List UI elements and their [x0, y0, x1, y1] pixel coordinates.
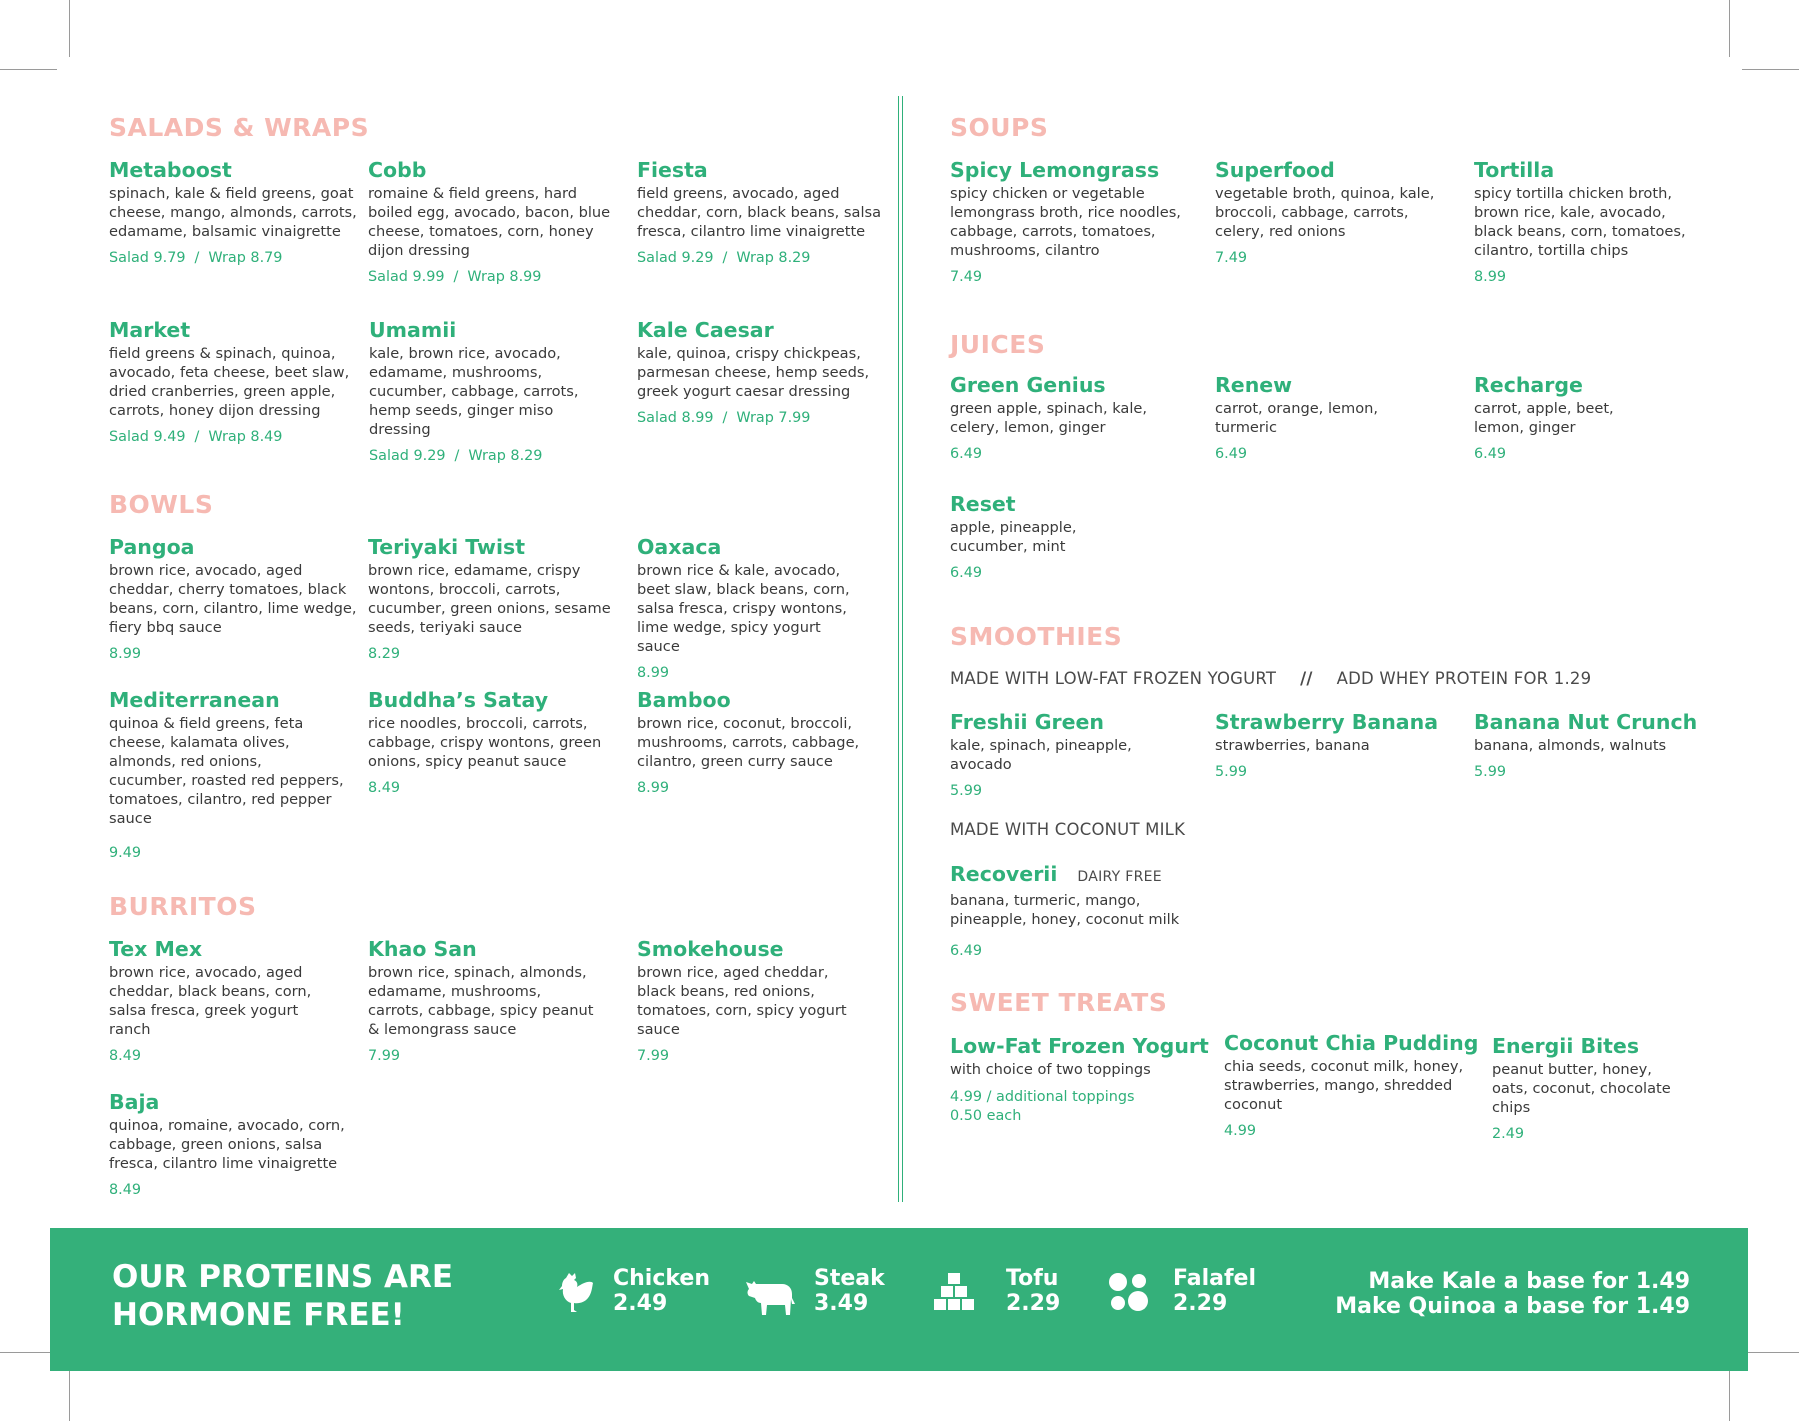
item-price — [369, 448, 619, 464]
item-name: Tortilla — [1474, 158, 1555, 182]
section-title-smoothies: SMOOTHIES — [950, 622, 1123, 651]
menu-item — [109, 535, 364, 662]
protein-name: Tofu — [1006, 1266, 1059, 1291]
item-description: peanut butter, honey, oats, coconut, chocolate chips — [1492, 1061, 1671, 1116]
item-name: Metaboost — [109, 158, 232, 182]
item-description: romaine & field greens, hard boiled egg, avocado, bacon, blue cheese, tomatoes, corn, honey dijon dressing — [368, 185, 611, 259]
item-name: Low-Fat Frozen Yogurt — [950, 1034, 1209, 1058]
item-name: Market — [109, 318, 191, 342]
item-price — [109, 250, 364, 266]
menu-item — [637, 158, 892, 266]
crop-mark — [1729, 0, 1730, 57]
item-name: Reset — [950, 492, 1016, 516]
item-price: 4.99 / additional toppings 0.50 each — [950, 1089, 1135, 1124]
item-description: brown rice, aged cheddar, black beans, red onions, tomatoes, corn, spicy yogurt sauce — [637, 964, 847, 1038]
note-separator: // — [1300, 669, 1313, 688]
banner-title: OUR PROTEINS ARE HORMONE FREE! — [112, 1259, 454, 1333]
item-price — [368, 269, 623, 285]
menu-item — [1215, 373, 1390, 462]
section-title-salads: SALADS & WRAPS — [109, 113, 370, 142]
item-name: Mediterranean — [109, 688, 280, 712]
price-separator: / — [454, 448, 460, 464]
menu-item — [950, 492, 1100, 581]
salad-price: Salad 8.99 — [637, 410, 714, 426]
menu-item — [109, 1090, 364, 1198]
coconut-milk-note: MADE WITH COCONUT MILK — [950, 820, 1186, 839]
item-name: Cobb — [368, 158, 427, 182]
crop-mark — [0, 1352, 57, 1353]
menu-item — [368, 158, 623, 285]
item-price: 8.29 — [368, 646, 401, 662]
dairy-free-badge: DAIRY FREE — [1077, 869, 1162, 885]
menu-item — [637, 535, 867, 681]
price-separator: / — [194, 250, 200, 266]
menu-item — [950, 862, 1190, 959]
item-price: 8.49 — [109, 1182, 142, 1198]
menu-item — [369, 318, 619, 464]
menu-item — [109, 937, 334, 1064]
section-title-soups: SOUPS — [950, 113, 1049, 142]
protein-name: Chicken — [613, 1266, 711, 1291]
item-name: Umamii — [369, 318, 457, 342]
item-price: 5.99 — [1215, 764, 1248, 780]
item-price: 9.49 — [109, 845, 142, 861]
item-description: brown rice, avocado, aged cheddar, cherry tomatoes, black beans, corn, cilantro, lime wedge, fiery bbq sauce — [109, 562, 357, 636]
item-description: apple, pineapple, cucumber, mint — [950, 519, 1077, 555]
item-price: 6.49 — [950, 446, 983, 462]
item-name: Tex Mex — [109, 937, 203, 961]
item-description: spicy tortilla chicken broth, brown rice, kale, avocado, black beans, corn, tomatoes, cilantro, tortilla chips — [1474, 185, 1686, 259]
item-description: brown rice, edamame, crispy wontons, broccoli, carrots, cucumber, green onions, sesame seeds, teriyaki sauce — [368, 562, 611, 636]
item-name: Pangoa — [109, 535, 195, 559]
item-price: 7.49 — [1215, 250, 1248, 266]
item-name-text: Recoverii — [950, 862, 1058, 886]
item-description: quinoa, romaine, avocado, corn, cabbage, green onions, salsa fresca, cilantro lime vinaigrette — [109, 1117, 345, 1172]
falafel-balls-icon — [1108, 1270, 1152, 1318]
item-description: spinach, kale & field greens, goat cheese, mango, almonds, carrots, edamame, balsamic vinaigrette — [109, 185, 357, 240]
item-price: 7.99 — [637, 1048, 670, 1064]
item-description: quinoa & field greens, feta cheese, kalamata olives, almonds, red onions, cucumber, roasted red peppers, tomatoes, cilantro, red pepper sauce — [109, 715, 344, 827]
menu-item — [950, 1034, 1209, 1126]
salad-price: Salad 9.29 — [637, 250, 714, 266]
menu-item — [950, 710, 1150, 799]
menu-item — [950, 373, 1165, 462]
item-price: 5.99 — [1474, 764, 1507, 780]
item-name: Recharge — [1474, 373, 1583, 397]
protein-banner — [50, 1228, 1748, 1371]
item-name: Banana Nut Crunch — [1474, 710, 1698, 734]
tofu-cubes-icon — [932, 1272, 976, 1316]
item-name: Spicy Lemongrass — [950, 158, 1160, 182]
protein-price: 2.29 — [1173, 1291, 1228, 1316]
item-name: Fiesta — [637, 158, 708, 182]
section-title-burritos: BURRITOS — [109, 892, 257, 921]
menu-item — [1224, 1031, 1479, 1139]
salad-price: Salad 9.49 — [109, 429, 186, 445]
crop-mark — [1742, 69, 1799, 70]
item-name: Energii Bites — [1492, 1034, 1640, 1058]
price-separator: / — [453, 269, 459, 285]
salad-price: Salad 9.79 — [109, 250, 186, 266]
item-price: 4.99 — [1224, 1123, 1257, 1139]
wrap-price: Wrap 8.79 — [208, 250, 283, 266]
smoothie-note — [950, 669, 1591, 688]
item-price: 6.49 — [1215, 446, 1248, 462]
item-description: strawberries, banana — [1215, 737, 1370, 754]
item-price: 2.49 — [1492, 1126, 1525, 1142]
item-name — [950, 862, 1190, 890]
menu-item — [950, 158, 1205, 285]
item-name: Buddha’s Satay — [368, 688, 549, 712]
item-description: field greens, avocado, aged cheddar, corn, black beans, salsa fresca, cilantro lime vinaigrette — [637, 185, 882, 240]
item-description: kale, quinoa, crispy chickpeas, parmesan cheese, hemp seeds, greek yogurt caesar dressing — [637, 345, 870, 400]
item-description: rice noodles, broccoli, carrots, cabbage, crispy wontons, green onions, spicy peanut sauce — [368, 715, 602, 770]
menu-item — [1474, 373, 1634, 462]
wrap-price: Wrap 8.49 — [208, 429, 283, 445]
section-title-juices: JUICES — [950, 330, 1046, 359]
item-description: kale, spinach, pineapple, avocado — [950, 737, 1132, 773]
item-description: brown rice, spinach, almonds, edamame, mushrooms, carrots, cabbage, spicy peanut & lemongrass sauce — [368, 964, 594, 1038]
item-name: Bamboo — [637, 688, 731, 712]
price-separator: / — [722, 410, 728, 426]
item-description: brown rice & kale, avocado, beet slaw, black beans, corn, salsa fresca, crispy wontons, lime wedge, spicy yogurt sauce — [637, 562, 850, 655]
item-name: Renew — [1215, 373, 1293, 397]
crop-mark — [69, 0, 70, 57]
salad-price: Salad 9.29 — [369, 448, 446, 464]
wrap-price: Wrap 7.99 — [736, 410, 811, 426]
protein-price: 2.49 — [613, 1291, 668, 1316]
item-name: Teriyaki Twist — [368, 535, 525, 559]
item-description: spicy chicken or vegetable lemongrass broth, rice noodles, cabbage, carrots, tomatoes, mushrooms, cilantro — [950, 185, 1181, 259]
item-price: 8.99 — [637, 665, 670, 681]
item-name: Green Genius — [950, 373, 1106, 397]
item-name: Baja — [109, 1090, 160, 1114]
item-name: Oaxaca — [637, 535, 722, 559]
crop-mark — [1742, 1352, 1799, 1353]
item-description: with choice of two toppings — [950, 1061, 1151, 1078]
item-description: carrot, apple, beet, lemon, ginger — [1474, 400, 1614, 436]
item-price: 8.99 — [109, 646, 142, 662]
item-price — [637, 250, 892, 266]
item-price: 7.99 — [368, 1048, 401, 1064]
salad-price: Salad 9.99 — [368, 269, 445, 285]
item-price — [109, 429, 364, 445]
item-description: banana, almonds, walnuts — [1474, 737, 1667, 754]
item-description: chia seeds, coconut milk, honey, strawberries, mango, shredded coconut — [1224, 1058, 1464, 1113]
menu-item — [1474, 710, 1729, 780]
item-name: Kale Caesar — [637, 318, 774, 342]
item-price — [637, 410, 892, 426]
item-price: 8.49 — [368, 780, 401, 796]
item-description: brown rice, coconut, broccoli, mushrooms, carrots, cabbage, cilantro, green curry sauce — [637, 715, 860, 770]
wrap-price: Wrap 8.29 — [468, 448, 543, 464]
menu-item — [1492, 1034, 1692, 1142]
wrap-price: Wrap 8.99 — [467, 269, 542, 285]
kale-base-note: Make Kale a base for 1.49 — [1368, 1269, 1690, 1294]
menu-item — [637, 937, 862, 1064]
item-price: 8.99 — [1474, 269, 1507, 285]
item-description: vegetable broth, quinoa, kale, broccoli, cabbage, carrots, celery, red onions — [1215, 185, 1435, 240]
item-description: field greens & spinach, quinoa, avocado, feta cheese, beet slaw, dried cranberries, green apple, carrots, honey dijon dressing — [109, 345, 350, 419]
protein-price: 3.49 — [814, 1291, 869, 1316]
quinoa-base-note: Make Quinoa a base for 1.49 — [1335, 1294, 1690, 1319]
protein-price: 2.29 — [1006, 1291, 1061, 1316]
item-name: Freshii Green — [950, 710, 1105, 734]
item-name: Superfood — [1215, 158, 1335, 182]
menu-item — [109, 688, 344, 861]
menu-item — [637, 688, 867, 796]
item-price: 5.99 — [950, 783, 983, 799]
menu-item — [368, 535, 623, 662]
item-description: green apple, spinach, kale, celery, lemon, ginger — [950, 400, 1148, 436]
price-separator: / — [722, 250, 728, 266]
crop-mark — [0, 69, 57, 70]
item-name: Strawberry Banana — [1215, 710, 1439, 734]
protein-name: Falafel — [1173, 1266, 1257, 1291]
item-price: 6.49 — [950, 943, 983, 959]
item-description: kale, brown rice, avocado, edamame, mushrooms, cucumber, cabbage, carrots, hemp seeds, ginger miso dressing — [369, 345, 579, 438]
item-description: banana, turmeric, mango, pineapple, honey, coconut milk — [950, 892, 1180, 928]
price-separator: / — [194, 429, 200, 445]
protein-name: Steak — [814, 1266, 885, 1291]
base-options — [1335, 1269, 1690, 1319]
menu-item — [1474, 158, 1699, 285]
item-price: 8.99 — [637, 780, 670, 796]
item-price: 8.49 — [109, 1048, 142, 1064]
item-name: Smokehouse — [637, 937, 784, 961]
chicken-icon — [555, 1271, 595, 1320]
item-name: Khao San — [368, 937, 477, 961]
column-divider — [902, 96, 903, 1202]
note-frozen-yogurt: MADE WITH LOW-FAT FROZEN YOGURT — [950, 669, 1277, 688]
item-price: 6.49 — [950, 565, 983, 581]
item-description: brown rice, avocado, aged cheddar, black beans, corn, salsa fresca, greek yogurt ranch — [109, 964, 312, 1038]
column-divider — [898, 96, 899, 1202]
menu-item — [1215, 710, 1470, 780]
cow-icon — [744, 1276, 796, 1320]
item-name: Coconut Chia Pudding — [1224, 1031, 1479, 1055]
section-title-bowls: BOWLS — [109, 490, 214, 519]
item-price: 6.49 — [1474, 446, 1507, 462]
menu-item — [368, 688, 608, 796]
item-description: carrot, orange, lemon, turmeric — [1215, 400, 1379, 436]
item-price: 7.49 — [950, 269, 983, 285]
wrap-price: Wrap 8.29 — [736, 250, 811, 266]
menu-item — [637, 318, 892, 426]
note-whey-protein: ADD WHEY PROTEIN FOR 1.29 — [1336, 669, 1592, 688]
crop-mark — [1729, 1364, 1730, 1421]
crop-mark — [69, 1364, 70, 1421]
menu-item — [109, 318, 364, 445]
section-title-sweet-treats: SWEET TREATS — [950, 988, 1168, 1017]
menu-item — [368, 937, 598, 1064]
menu-item — [1215, 158, 1450, 266]
menu-item — [109, 158, 364, 266]
